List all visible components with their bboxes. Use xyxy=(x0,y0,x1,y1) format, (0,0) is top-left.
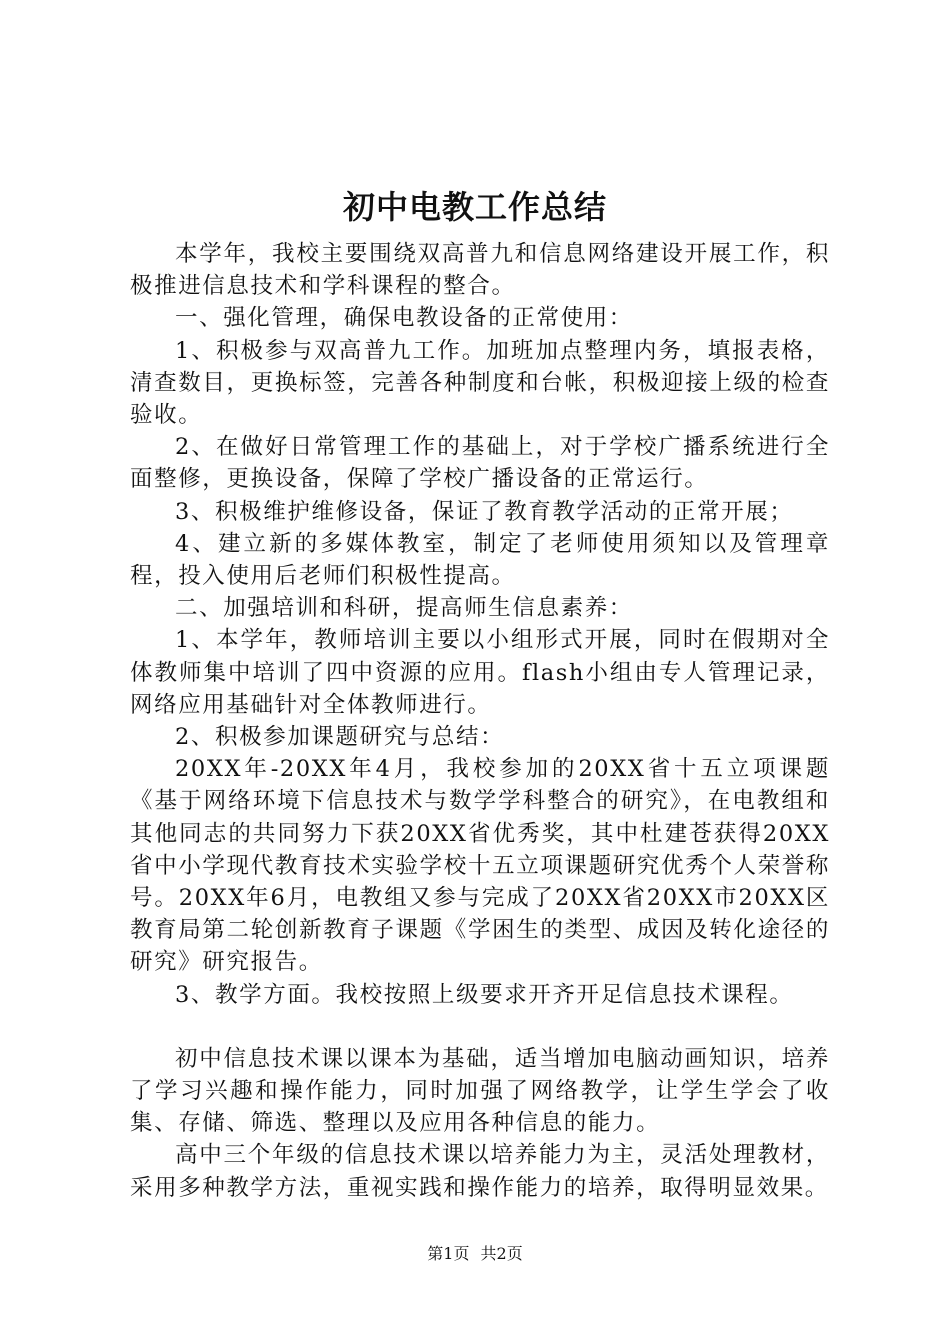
paragraph-intro: 本学年，我校主要围绕双高普九和信息网络建设开展工作，积极推进信息技术和学科课程的整合。 xyxy=(130,241,830,300)
paragraph-item-2-1: 1、本学年，教师培训主要以小组形式开展，同时在假期对全体教师集中培训了四中资源的应用。flash小组由专人管理记录，网络应用基础针对全体教师进行。 xyxy=(130,627,830,718)
paragraph-item-1-4: 4、建立新的多媒体教室，制定了老师使用须知以及管理章程，投入使用后老师们积极性提高。 xyxy=(130,530,830,590)
page-footer xyxy=(0,1243,950,1265)
document-title: 初中电教工作总结 xyxy=(342,188,607,226)
heading-section-1: 一、强化管理，确保电教设备的正常使用： xyxy=(175,305,633,332)
page-number-total: 共2页 xyxy=(480,1244,523,1263)
paragraph-item-1-2: 2、在做好日常管理工作的基础上，对于学校广播系统进行全面整修，更换设备，保障了学校广播设备的正常运行。 xyxy=(130,434,830,493)
heading-section-2: 二、加强培训和科研，提高师生信息素养： xyxy=(175,595,633,622)
paragraph-junior-it: 初中信息技术课以课本为基础，适当增加电脑动画知识，培养了学习兴趣和操作能力，同时加强了网络教学，让学生学会了收集、存储、筛选、整理以及应用各种信息的能力。 xyxy=(130,1045,830,1137)
paragraph-research-detail: 20XX年-20XX年4月，我校参加的20XX省十五立项课题《基于网络环境下信息技术与数学学科整合的研究》，在电教组和其他同志的共同努力下获20XX省优秀奖，其中杜建苍获得20XX省中小学现代教育技术实验学校十五立项课题研究优秀个人荣誉称号。20XX年6月，电教组又参与完成了20XX省20XX市20XX区教育局第二轮创新教育子课题《学困生的类型、成因及转化途径的研究》研究报告。 xyxy=(130,756,830,976)
document-body xyxy=(130,238,830,1204)
page-number-current: 第1页 xyxy=(427,1244,470,1263)
paragraph-item-1-3: 3、积极维护维修设备，保证了教育教学活动的正常开展； xyxy=(175,498,794,525)
paragraph-senior-it: 高中三个年级的信息技术课以培养能力为主，灵活处理教材，采用多种教学方法，重视实践和操作能力的培养，取得明显效果。 xyxy=(130,1142,830,1201)
paragraph-item-2-3: 3、教学方面。我校按照上级要求开齐开足信息技术课程。 xyxy=(175,981,794,1008)
paragraph-item-1-1: 1、积极参与双高普九工作。加班加点整理内务，填报表格，清查数目，更换标签，完善各种制度和台帐，积极迎接上级的检查验收。 xyxy=(130,337,830,429)
paragraph-item-2-2: 2、积极参加课题研究与总结： xyxy=(175,724,505,751)
